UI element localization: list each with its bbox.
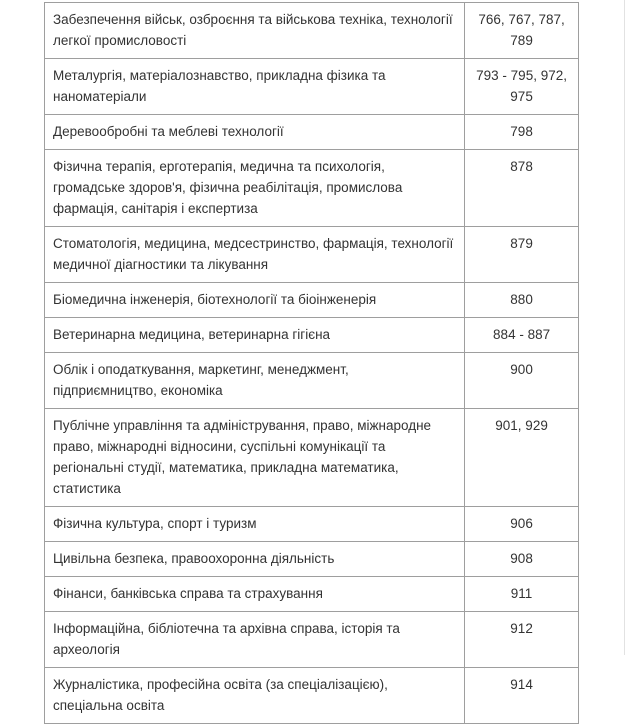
table-row (45, 668, 579, 724)
specialty-cell: Цивільна безпека, правоохоронна діяльність (45, 542, 465, 577)
specialty-cell: Фінанси, банківська справа та страхування (45, 577, 465, 612)
specialty-cell: Стоматологія, медицина, медсестринство, фармація, технології медичної діагностики та лікування (45, 227, 465, 283)
code-cell: 879 (465, 227, 579, 283)
specialty-cell: Облік і оподаткування, маркетинг, менеджмент, підприємництво, економіка (45, 353, 465, 409)
table-row (45, 227, 579, 283)
code-cell: 878 (465, 150, 579, 227)
table-row (45, 59, 579, 115)
code-cell: 793 - 795, 972, 975 (465, 59, 579, 115)
specialty-cell: Журналістика, професійна освіта (за спеціалізацією), спеціальна освіта (45, 668, 465, 724)
table-row (45, 3, 579, 59)
table-row (45, 150, 579, 227)
code-cell: 900 (465, 353, 579, 409)
code-cell: 908 (465, 542, 579, 577)
code-cell: 912 (465, 612, 579, 668)
code-cell: 798 (465, 115, 579, 150)
specialty-cell: Публічне управління та адміністрування, право, міжнародне право, міжнародні відносини, суспільні комунікації та регіональні студії, математика, прикладна математика, статистика (45, 409, 465, 507)
table-row (45, 115, 579, 150)
specialty-cell: Деревообробні та меблеві технології (45, 115, 465, 150)
code-cell: 914 (465, 668, 579, 724)
table-row (45, 577, 579, 612)
specialty-cell: Інформаційна, бібліотечна та архівна справа, історія та археологія (45, 612, 465, 668)
specialty-cell: Ветеринарна медицина, ветеринарна гігієна (45, 318, 465, 353)
table-row (45, 409, 579, 507)
table-row (45, 542, 579, 577)
code-cell: 880 (465, 283, 579, 318)
specialty-cell: Фізична культура, спорт і туризм (45, 507, 465, 542)
code-cell: 906 (465, 507, 579, 542)
table-row (45, 283, 579, 318)
code-cell: 884 - 887 (465, 318, 579, 353)
specialty-cell: Металургія, матеріалознавство, прикладна фізика та наноматеріали (45, 59, 465, 115)
specialty-cell: Забезпечення військ, озброєння та військова техніка, технології легкої промисловості (45, 3, 465, 59)
table-row (45, 318, 579, 353)
table-row (45, 507, 579, 542)
code-cell: 766, 767, 787, 789 (465, 3, 579, 59)
specialty-codes-table (44, 2, 579, 724)
table-row (45, 612, 579, 668)
code-cell: 901, 929 (465, 409, 579, 507)
specialty-cell: Біомедична інженерія, біотехнології та біоінженерія (45, 283, 465, 318)
table-row (45, 353, 579, 409)
specialty-cell: Фізична терапія, ерготерапія, медична та психологія, громадське здоров'я, фізична реабілітація, промислова фармація, санітарія і експертиза (45, 150, 465, 227)
page-edge-divider (624, 0, 625, 655)
code-cell: 911 (465, 577, 579, 612)
